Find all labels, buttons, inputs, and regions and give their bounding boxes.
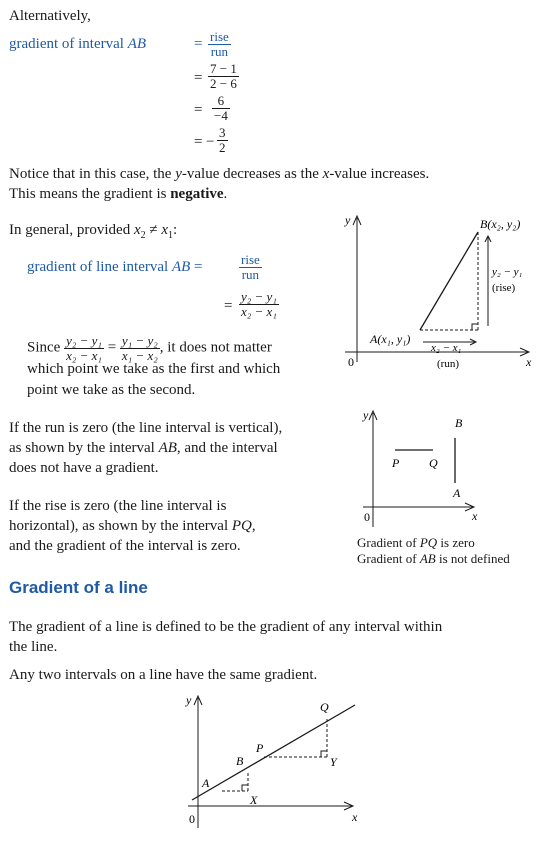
- label-b: B: [455, 416, 463, 430]
- alternatively-text: [9, 6, 91, 26]
- step3-eq: [194, 102, 202, 119]
- vertical-line2: [9, 438, 282, 458]
- minus-sign: −: [206, 134, 215, 150]
- step2-denominator: 2 − 6: [210, 75, 237, 91]
- right-angle-mark: [472, 324, 478, 330]
- x-difference: x₂ − x₁: [241, 303, 277, 319]
- t: x: [322, 166, 330, 182]
- label-b: B: [236, 754, 244, 768]
- horizontal-paragraph: [9, 496, 256, 556]
- t: x: [133, 222, 141, 238]
- notice-paragraph: [9, 164, 549, 204]
- label-p: P: [392, 456, 400, 470]
- rise-expression: y₂ − y₁: [492, 266, 523, 278]
- rise-numerator: rise: [241, 252, 260, 267]
- diagram-zero-undefined: [355, 405, 490, 535]
- t: does not have a gradient.: [9, 460, 159, 476]
- label-a: A: [202, 776, 210, 790]
- label-x: X: [250, 793, 258, 807]
- caption-pq: [357, 535, 510, 551]
- t: ,: [251, 518, 256, 534]
- right-angle-y: [321, 751, 327, 757]
- t: If the rise is zero (the line interval is: [9, 498, 227, 514]
- t: horizontal), as shown by the interval: [9, 518, 232, 534]
- diagram-rise-run: [340, 210, 540, 380]
- rise-numerator: rise: [210, 29, 229, 44]
- run-denominator: run: [210, 43, 229, 59]
- the-line: [192, 705, 355, 800]
- y-axis-label: y: [345, 213, 351, 227]
- diagram-line-intervals: [180, 690, 370, 835]
- t: Since: [27, 339, 65, 356]
- step2-fraction: [208, 62, 239, 90]
- t: Gradient of: [357, 551, 420, 566]
- eq-sign: =: [194, 134, 203, 150]
- t: and the gradient of the interval is zero.: [9, 538, 241, 554]
- origin-label: 0: [364, 510, 370, 524]
- t: is zero: [437, 535, 475, 550]
- eq-sign: =: [224, 298, 233, 314]
- step2-eq: [194, 70, 202, 87]
- general-rise-run-fraction: [239, 253, 262, 281]
- general-step2-eq: [224, 298, 232, 315]
- eq-sign: =: [194, 70, 203, 86]
- point-a-label: A(x₁, y₁): [370, 332, 411, 346]
- run-expression: x₂ − x₁: [431, 342, 462, 354]
- label-a: A: [453, 486, 461, 500]
- label-y: Y: [330, 755, 337, 769]
- step4-fraction: [217, 126, 228, 154]
- t: PQ: [419, 535, 438, 550]
- step4-sign: [206, 134, 214, 151]
- step3-denominator: −4: [214, 107, 228, 123]
- t: .: [223, 186, 228, 202]
- y-axis-label: y: [186, 693, 192, 707]
- t: y₁ − y₂: [121, 333, 158, 348]
- rise-label: (rise): [492, 282, 516, 294]
- t: 2: [140, 230, 146, 241]
- t: is not defined: [435, 551, 510, 566]
- t: Gradient of: [357, 535, 420, 550]
- t: AB: [419, 551, 436, 566]
- section-paragraph-2: Any two intervals on a line have the same gradient.: [9, 667, 318, 683]
- horizontal-line2: [9, 516, 256, 536]
- t: as shown by the interval: [9, 440, 159, 456]
- label-q: Q: [429, 456, 438, 470]
- t: Notice that in this case, the: [9, 166, 176, 182]
- eq-sign: =: [194, 102, 203, 118]
- t: which point we take as the first and which: [27, 361, 281, 377]
- alternatively-label: Alternatively,: [9, 8, 91, 24]
- step3-numerator: 6: [212, 94, 230, 109]
- step4-numerator: 3: [219, 125, 226, 140]
- step3-fraction: [212, 94, 230, 122]
- x-axis-label: x: [472, 509, 478, 523]
- y-difference: y₂ − y₁: [241, 289, 277, 304]
- gradient-label-var: AB: [127, 36, 147, 52]
- gradient-label-text: gradient of interval: [9, 36, 128, 52]
- diagram2-caption: [357, 535, 510, 567]
- t: , it does not matter: [159, 339, 272, 356]
- t: ≠: [145, 222, 162, 238]
- t: AB: [171, 259, 191, 275]
- t: =: [103, 339, 120, 356]
- t: y₂ − y₁: [66, 333, 102, 348]
- gradient-of-interval-label: [9, 36, 146, 53]
- y-axis-label: y: [363, 408, 369, 422]
- notice-line2: [9, 184, 549, 204]
- right-angle-x: [242, 785, 248, 791]
- t: x: [161, 222, 169, 238]
- origin-label: 0: [348, 355, 354, 369]
- section-paragraph-1: [9, 617, 549, 657]
- run-denominator: run: [241, 266, 260, 282]
- run-label: (run): [437, 358, 459, 370]
- origin-label: 0: [189, 812, 195, 826]
- t: the line.: [9, 639, 58, 655]
- t: -value increases.: [329, 166, 430, 182]
- x-axis-label: x: [352, 810, 358, 824]
- step1-eq: [194, 36, 202, 53]
- eq-sign: =: [194, 36, 203, 52]
- t: PQ: [231, 518, 252, 534]
- t: -value decreases as the: [181, 166, 323, 182]
- line-ab: [420, 232, 478, 330]
- negative-bold: negative: [170, 186, 224, 202]
- t: If the run is zero (the line interval is vertical),: [9, 420, 283, 436]
- general-coordinate-fraction: [239, 290, 279, 318]
- t: :: [173, 222, 178, 238]
- step1-fraction: [208, 30, 231, 58]
- notice-line1: [9, 164, 549, 184]
- eq-sign: =: [194, 259, 203, 275]
- label-q: Q: [320, 700, 329, 714]
- t: gradient of line interval: [27, 259, 172, 275]
- t: The gradient of a line is defined to be the gradient of any interval within: [9, 619, 443, 635]
- t: 1: [168, 230, 174, 241]
- label-p: P: [256, 741, 264, 755]
- point-b-label: B(x₂, y₂): [480, 217, 521, 231]
- step4-denominator: 2: [219, 139, 226, 155]
- vertical-paragraph: [9, 418, 282, 478]
- caption-ab: [357, 551, 510, 567]
- t: AB: [158, 440, 177, 456]
- t: y: [175, 166, 182, 182]
- since-line2: [27, 359, 280, 379]
- x-axis-label: x: [526, 355, 532, 369]
- step4-eq: [194, 134, 202, 151]
- t: x₂ − x₁: [66, 347, 102, 363]
- since-line3: [27, 380, 195, 400]
- t: point we take as the second.: [27, 382, 196, 398]
- t: In general, provided: [9, 222, 134, 238]
- general-gradient-label: [27, 259, 203, 276]
- t: , and the interval: [176, 440, 278, 456]
- general-intro: [9, 220, 177, 246]
- step2-numerator: 7 − 1: [210, 61, 237, 76]
- section-heading: Gradient of a line: [9, 578, 148, 597]
- t: x₁ − x₂: [121, 347, 158, 363]
- t: This means the gradient is: [9, 186, 171, 202]
